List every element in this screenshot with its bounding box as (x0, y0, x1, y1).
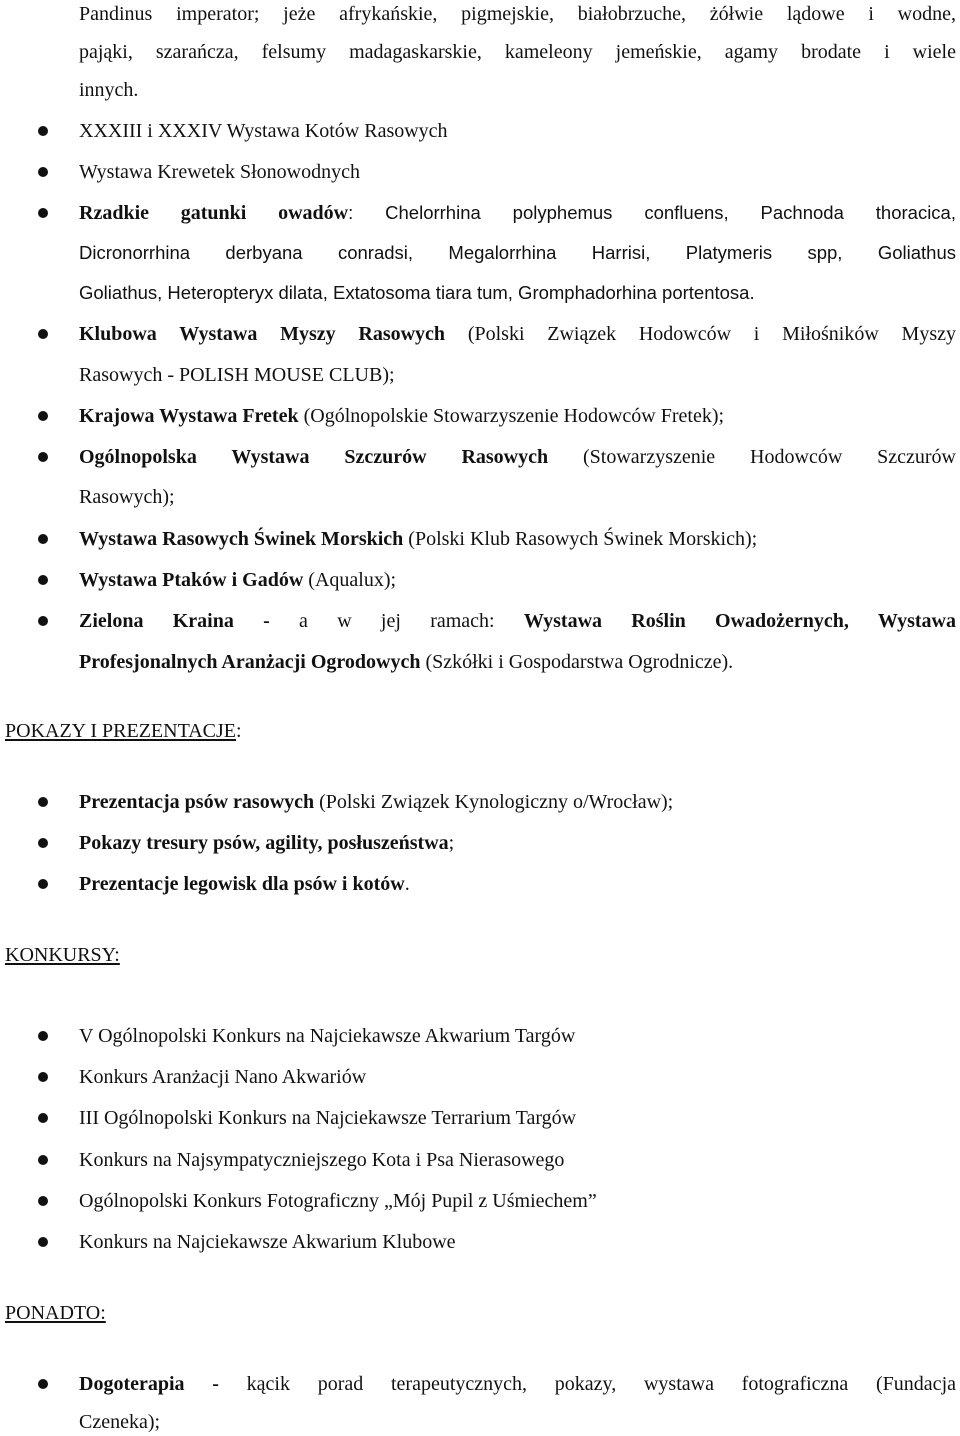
bullet-icon (38, 329, 48, 339)
bullet-icon (38, 575, 48, 585)
list-item-myszy-line-1 (79, 322, 956, 346)
pokazy-1-text: (Polski Związek Kynologiczny o/Wrocław); (314, 791, 674, 813)
list-item-pokazy-1 (79, 790, 956, 814)
list-item-szczury-line-2: Rasowych); (79, 486, 175, 508)
myszy-bold: Klubowa Wystawa Myszy Rasowych (79, 323, 446, 345)
bullet-icon (38, 879, 48, 889)
bullet-icon (38, 167, 48, 177)
list-item-owady-line-1 (79, 201, 956, 225)
intro-line-2: pająki, szarańcza, felsumy madagaskarskie, kameleony jemeńskie, agamy brodate i wiele (79, 41, 956, 63)
bullet-icon (38, 1072, 48, 1082)
bullet-icon (38, 411, 48, 421)
swinki-text: (Polski Klub Rasowych Świnek Morskich); (403, 528, 758, 550)
zielona-text-2: (Szkółki i Gospodarstwa Ogrodnicze). (420, 651, 734, 673)
szczury-bold: Ogólnopolska Wystawa Szczurów Rasowych (79, 446, 549, 468)
bullet-icon (38, 1379, 48, 1389)
pokazy-heading-text: POKAZY I PREZENTACJE (5, 720, 236, 742)
list-item-konkurs-5: Ogólnopolski Konkurs Fotograficzny „Mój Pupil z Uśmiechem” (79, 1190, 597, 1212)
list-item-zielona-line-2 (79, 650, 956, 674)
owady-bold: Rzadkie gatunki owadów (79, 202, 349, 224)
ptaki-bold: Wystawa Ptaków i Gadów (79, 569, 304, 591)
bullet-icon (38, 1196, 48, 1206)
pokazy-2-text: ; (448, 832, 455, 854)
pokazy-3-text: . (404, 873, 410, 895)
owady-text: : Chelorrhina polyphemus confluens, Pachnoda thoracica, (348, 202, 956, 223)
dogoterapia-bold: Dogoterapia - (79, 1373, 219, 1395)
zielona-bold-3: Profesjonalnych Aranżacji Ogrodowych (79, 651, 421, 673)
zielona-bold-2: Wystawa Roślin Owadożernych, Wystawa (523, 610, 956, 632)
bullet-icon (38, 1237, 48, 1247)
list-item-pokazy-3 (79, 872, 956, 896)
zielona-text: a w jej ramach: (269, 610, 524, 632)
pokazy-1-bold: Prezentacja psów rasowych (79, 791, 315, 813)
bullet-icon (38, 126, 48, 136)
list-item-owady-line-2: Dicronorrhina derbyana conradsi, Megalorrhina Harrisi, Platymeris spp, Goliathus (79, 242, 956, 263)
list-item-konkurs-3: III Ogólnopolski Konkurs na Najciekawsze Terrarium Targów (79, 1107, 577, 1129)
bullet-icon (38, 838, 48, 848)
szczury-text: (Stowarzyszenie Hodowców Szczurów (548, 446, 956, 468)
list-item-koty: XXXIII i XXXIV Wystawa Kotów Rasowych (79, 120, 448, 142)
list-item-konkurs-1: V Ogólnopolski Konkurs na Najciekawsze Akwarium Targów (79, 1025, 576, 1047)
bullet-icon (38, 1113, 48, 1123)
bullet-icon (38, 1155, 48, 1165)
section-heading-konkursy: KONKURSY: (5, 944, 120, 966)
intro-line-1: Pandinus imperator; jeże afrykańskie, pigmejskie, białobrzuche, żółwie lądowe i wodne, (79, 3, 956, 25)
dogoterapia-text: kącik porad terapeutycznych, pokazy, wystawa fotograficzna (Fundacja (218, 1373, 956, 1395)
swinki-bold: Wystawa Rasowych Świnek Morskich (79, 528, 404, 550)
section-heading-pokazy (5, 719, 242, 743)
myszy-text: (Polski Związek Hodowców i Miłośników Myszy (445, 323, 956, 345)
fretki-bold: Krajowa Wystawa Fretek (79, 405, 299, 427)
list-item-zielona-line-1 (79, 609, 956, 633)
list-item-konkurs-6: Konkurs na Najciekawsze Akwarium Klubowe (79, 1231, 456, 1253)
bullet-icon (38, 534, 48, 544)
bullet-icon (38, 452, 48, 462)
intro-line-3: innych. (79, 79, 139, 101)
bullet-icon (38, 797, 48, 807)
ptaki-text: (Aqualux); (303, 569, 397, 591)
list-item-owady-line-3: Goliathus, Heteropteryx dilata, Extatosoma tiara tum, Gromphadorhina portentosa. (79, 282, 755, 303)
list-item-szczury-line-1 (79, 445, 956, 469)
list-item-konkurs-4: Konkurs na Najsympatyczniejszego Kota i Psa Nierasowego (79, 1149, 565, 1171)
list-item-fretki (79, 404, 956, 428)
list-item-krewetki: Wystawa Krewetek Słonowodnych (79, 161, 360, 183)
list-item-pokazy-2 (79, 831, 956, 855)
bullet-icon (38, 1031, 48, 1041)
zielona-bold-1: Zielona Kraina - (79, 610, 270, 632)
section-heading-ponadto: PONADTO: (5, 1302, 106, 1324)
pokazy-3-bold: Prezentacje legowisk dla psów i kotów (79, 873, 405, 895)
pokazy-2-bold: Pokazy tresury psów, agility, posłuszeństwa (79, 832, 449, 854)
pokazy-heading-colon: : (236, 720, 242, 742)
list-item-dogoterapia-line-2: Czeneka); (79, 1411, 161, 1433)
fretki-text: (Ogólnopolskie Stowarzyszenie Hodowców Fretek); (298, 405, 725, 427)
bullet-icon (38, 616, 48, 626)
list-item-konkurs-2: Konkurs Aranżacji Nano Akwariów (79, 1066, 367, 1088)
bullet-icon (38, 208, 48, 218)
list-item-swinki (79, 527, 956, 551)
list-item-myszy-line-2: Rasowych - POLISH MOUSE CLUB); (79, 364, 395, 386)
list-item-dogoterapia-line-1 (79, 1372, 956, 1396)
list-item-ptaki (79, 568, 956, 592)
